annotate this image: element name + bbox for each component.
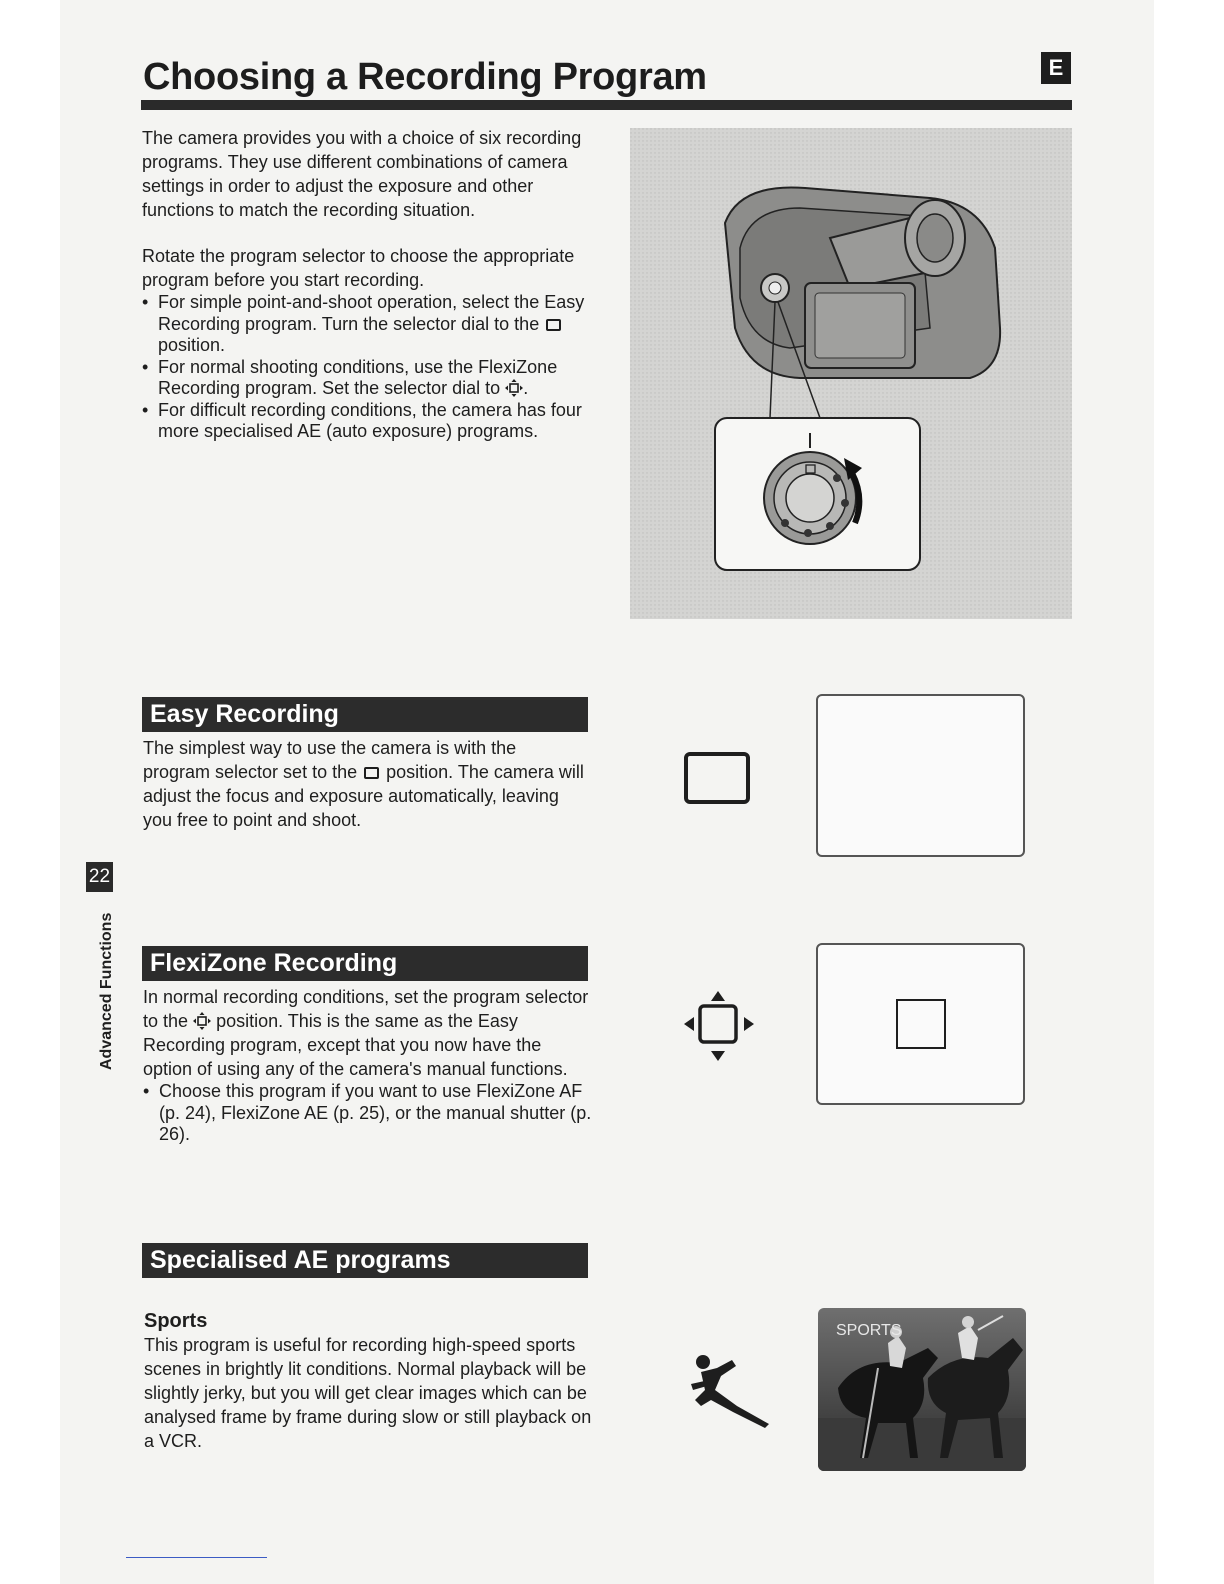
footer-rule [126, 1557, 267, 1558]
specialised-ae-heading: Specialised AE programs [142, 1243, 588, 1278]
easy-recording-viewfinder [816, 694, 1025, 857]
sports-title: Sports [144, 1310, 208, 1332]
flexizone-icon [682, 990, 756, 1062]
sports-photo-label: SPORTS [836, 1322, 902, 1339]
easy-recording-icon [684, 752, 750, 804]
intro-section [142, 126, 592, 443]
flexizone-viewfinder [816, 943, 1025, 1105]
flexizone-recording-heading: FlexiZone Recording [142, 946, 588, 981]
camcorder-illustration [630, 128, 1072, 619]
sports-text: This program is useful for recording high-speed sports scenes in brightly lit conditions. Normal playback will be slightly jerky, but you will get clear images which can be analysed frame by frame during slow or still playback on a VCR. [144, 1335, 592, 1451]
page-title: Choosing a Recording Program [143, 56, 707, 98]
camcorder-illustration-icon [630, 128, 1072, 619]
sports-icon [687, 1354, 773, 1428]
easy-recording-text: The simplest way to use the camera is with the program selector set to the position. The camera will adjust the focus and exposure automatically, leaving you free to point and shoot. [143, 738, 584, 830]
easy-recording-heading: Easy Recording [142, 697, 588, 732]
intro-paragraph-2: Rotate the program selector to choose the appropriate program before you start recording. [142, 246, 575, 290]
title-divider [141, 100, 1072, 110]
sports-sample-photo [818, 1308, 1026, 1471]
page-number: 22 [86, 862, 113, 892]
language-badge: E [1041, 52, 1071, 84]
intro-bullet-easy: • For simple point-and-shoot operation, select the Easy Recording program. Turn the selector dial to the position. [142, 292, 592, 357]
section-side-label: Advanced Functions [98, 912, 115, 1070]
flexizone-recording-text: In normal recording conditions, set the program selector to the position. This is the same as the Easy Recording program, except that you now have the option of using any of the camera's manual functions. • Choose this program if you want to use FlexiZone AF (p. 24), FlexiZone AE (p. 25), or the manual shutter (p. 26). [143, 985, 593, 1146]
easy-recording-icon [546, 319, 561, 331]
intro-bullet-specialised: • For difficult recording conditions, the camera has four more specialised AE (auto exposure) programs. [142, 400, 592, 443]
easy-recording-inline-icon [364, 767, 379, 779]
sports-section [144, 1309, 594, 1453]
flexizone-inline-icon [193, 1012, 211, 1030]
intro-bullet-flexizone: • For normal shooting conditions, use the FlexiZone Recording program. Set the selector dial to . [142, 357, 592, 400]
intro-paragraph-1: The camera provides you with a choice of six recording programs. They use different combinations of camera settings in order to adjust the exposure and other functions to match the recording situation. [142, 128, 582, 220]
flexizone-icon [505, 379, 523, 397]
flexizone-bullets [143, 1081, 593, 1146]
flexizone-bullet: • Choose this program if you want to use FlexiZone AF (p. 24), FlexiZone AE (p. 25), or the manual shutter (p. 26). [143, 1081, 593, 1146]
intro-bullets [142, 292, 592, 443]
focus-frame-marker [896, 999, 946, 1049]
